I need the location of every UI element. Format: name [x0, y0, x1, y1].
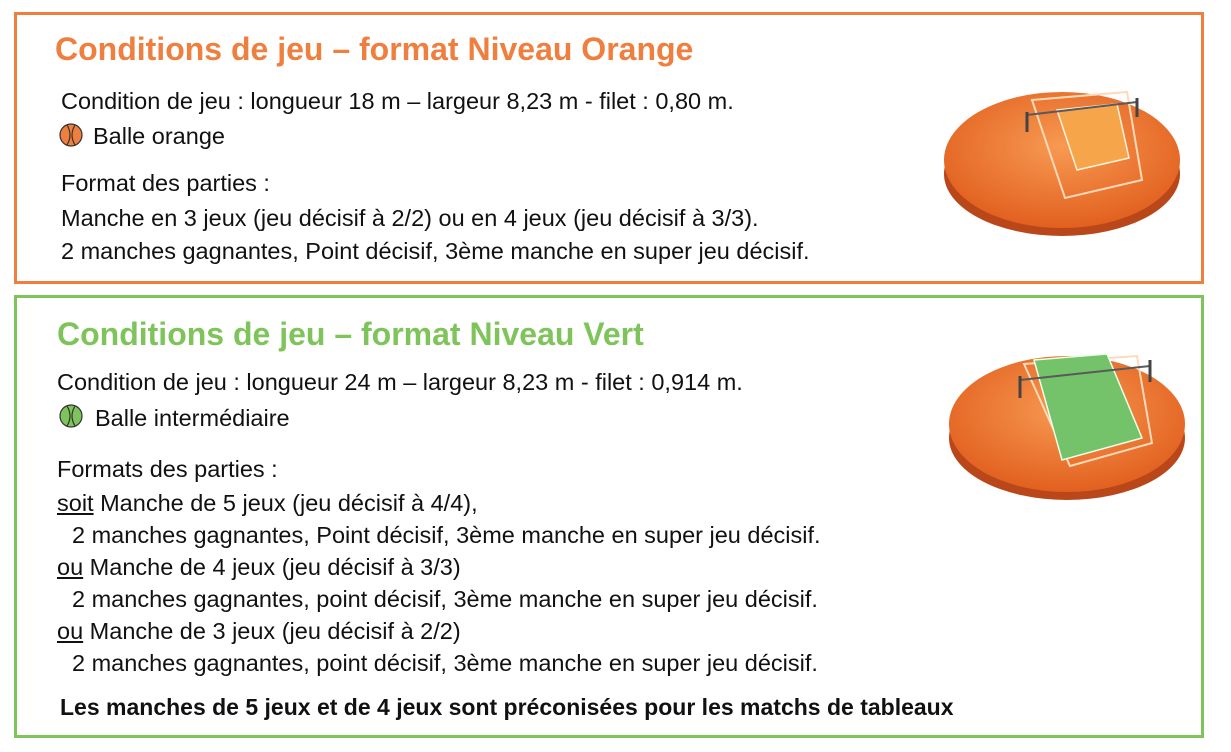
green-option-1	[57, 492, 478, 516]
green-option-1-detail: 2 manches gagnantes, Point décisif, 3ème manche en super jeu décisif.	[72, 522, 821, 548]
orange-court-icon	[937, 70, 1187, 240]
green-footnote: Les manches de 5 jeux et de 4 jeux sont préconisées pour les matchs de tableaux	[60, 694, 954, 720]
option-2-text: Manche de 4 jeux (jeu décisif à 3/3)	[83, 554, 461, 580]
orange-title: Conditions de jeu – format Niveau Orange	[55, 31, 694, 67]
green-option-3-detail: 2 manches gagnantes, point décisif, 3ème manche en super jeu décisif.	[72, 650, 818, 676]
orange-ball-icon	[59, 123, 83, 147]
option-2-prefix: ou	[57, 554, 84, 580]
orange-formats-line-2: 2 manches gagnantes, Point décisif, 3ème manche en super jeu décisif.	[61, 238, 810, 264]
green-ball-label: Balle intermédiaire	[95, 405, 290, 431]
orange-formats-line-1: Manche en 3 jeux (jeu décisif à 2/2) ou en 4 jeux (jeu décisif à 3/3).	[61, 205, 759, 231]
green-court-icon	[942, 338, 1192, 508]
option-3-prefix: ou	[57, 618, 84, 644]
green-option-2-detail: 2 manches gagnantes, point décisif, 3ème manche en super jeu décisif.	[72, 586, 818, 612]
orange-conditions: Condition de jeu : longueur 18 m – largeur 8,23 m - filet : 0,80 m.	[61, 88, 734, 114]
option-1-prefix: soit	[57, 490, 94, 516]
option-3-text: Manche de 3 jeux (jeu décisif à 2/2)	[83, 618, 461, 644]
orange-ball-label: Balle orange	[93, 123, 225, 149]
green-ball-icon	[59, 404, 83, 428]
orange-level-panel	[14, 12, 1204, 284]
option-1-text: Manche de 5 jeux (jeu décisif à 4/4),	[93, 490, 478, 516]
green-option-3	[57, 620, 461, 644]
green-conditions: Condition de jeu : longueur 24 m – largeur 8,23 m - filet : 0,914 m.	[57, 369, 743, 395]
green-level-panel	[14, 295, 1204, 738]
green-option-2	[57, 556, 461, 580]
green-formats-heading: Formats des parties :	[57, 456, 278, 482]
orange-formats-heading: Format des parties :	[61, 170, 270, 196]
green-title: Conditions de jeu – format Niveau Vert	[57, 316, 644, 352]
